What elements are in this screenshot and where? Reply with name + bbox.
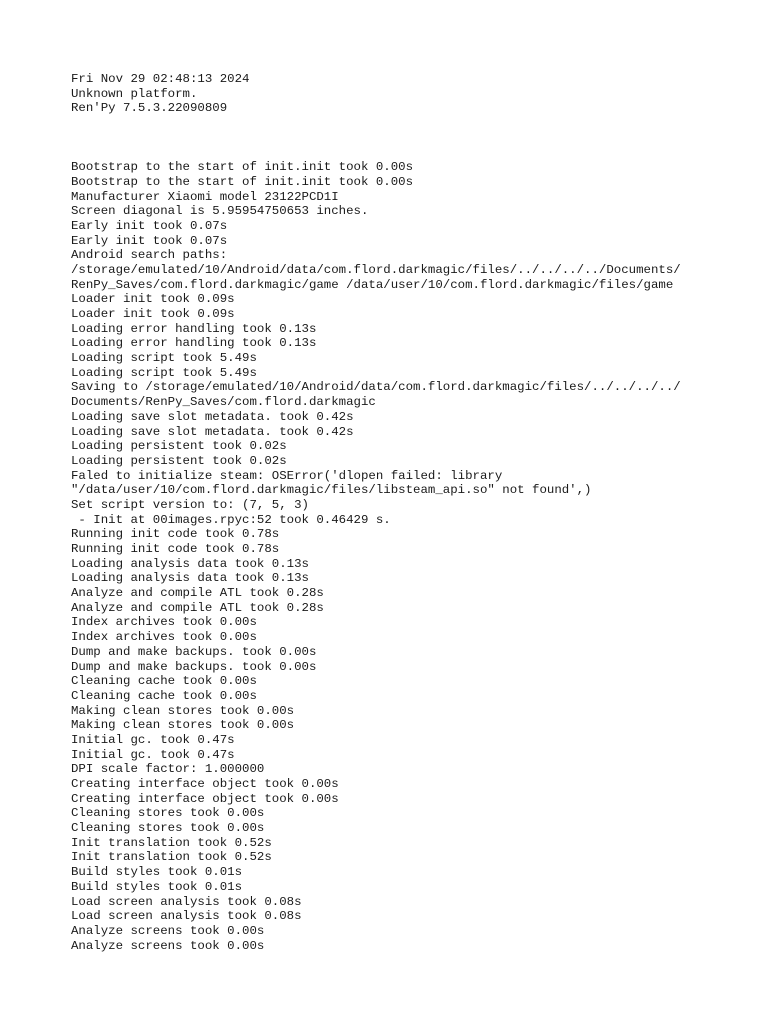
log-line: Load screen analysis took 0.08s (71, 909, 302, 924)
log-line: Creating interface object took 0.00s (71, 777, 339, 791)
log-line: Analyze screens took 0.00s (71, 923, 265, 938)
blank-line (71, 116, 751, 131)
log-line: Cleaning stores took 0.00s (71, 806, 265, 821)
log-line: Loading persistent took 0.02s (71, 453, 287, 468)
log-line: Loading save slot metadata. took 0.42s (71, 409, 354, 424)
log-line: Init translation took 0.52s (71, 850, 272, 865)
log-line: Index archives took 0.00s (71, 630, 257, 645)
log-line: Analyze screens took 0.00s (71, 938, 265, 953)
log-line: Analyze and compile ATL took 0.28s (71, 586, 324, 601)
log-line: Index archives took 0.00s (71, 615, 257, 630)
log-line: Running init code took 0.78s (71, 542, 280, 556)
log-line: Dump and make backups. took 0.00s (71, 644, 317, 659)
blank-line (71, 145, 751, 160)
log-line: - Init at 00images.rpyc:52 took 0.46429 s. (71, 512, 391, 527)
log-line: Set script version to: (7, 5, 3) (71, 497, 309, 512)
platform-line: Unknown platform. (71, 86, 198, 101)
log-line: Screen diagonal is 5.95954750653 inches. (71, 204, 369, 219)
log-line: DPI scale factor: 1.000000 (71, 762, 265, 777)
log-line: Analyze and compile ATL took 0.28s (71, 600, 324, 615)
log-line: Loading analysis data took 0.13s (71, 556, 309, 571)
timestamp-line: Fri Nov 29 02:48:13 2024 (71, 72, 250, 86)
log-line: Loader init took 0.09s (71, 307, 235, 321)
log-line: Dump and make backups. took 0.00s (71, 659, 317, 674)
log-line: Making clean stores took 0.00s (71, 703, 295, 718)
log-line: Cleaning cache took 0.00s (71, 688, 257, 703)
log-line: Build styles took 0.01s (71, 879, 243, 894)
log-line: Loading error handling took 0.13s (71, 336, 317, 351)
log-line: Build styles took 0.01s (71, 865, 243, 880)
log-line: Loading save slot metadata. took 0.42s (71, 424, 354, 439)
log-line: Loading error handling took 0.13s (71, 321, 317, 336)
log-body (71, 160, 751, 953)
log-line: Bootstrap to the start of init.init took 0.00s (71, 174, 414, 189)
log-line: Running init code took 0.78s (71, 527, 280, 542)
log-line: Manufacturer Xiaomi model 23122PCD1I (71, 189, 339, 204)
log-line: "/data/user/10/com.flord.darkmagic/files/libsteam_api.so" not found',) (71, 483, 592, 498)
log-line: Cleaning stores took 0.00s (71, 821, 265, 836)
log-line: Init translation took 0.52s (71, 835, 272, 850)
log-line: Android search paths: (71, 248, 228, 263)
log-document (71, 72, 751, 953)
log-line: Early init took 0.07s (71, 233, 228, 248)
log-line: Initial gc. took 0.47s (71, 732, 235, 747)
log-line: Loading script took 5.49s (71, 365, 257, 380)
blank-line (71, 131, 751, 146)
log-line: Early init took 0.07s (71, 218, 228, 233)
log-line: Cleaning cache took 0.00s (71, 674, 257, 689)
log-line: Faled to initialize steam: OSError('dlopen failed: library (71, 468, 503, 483)
log-line: Loader init took 0.09s (71, 292, 235, 307)
log-line: Making clean stores took 0.00s (71, 718, 295, 733)
log-line: Creating interface object took 0.00s (71, 791, 339, 806)
log-line: Loading analysis data took 0.13s (71, 571, 309, 586)
log-line: Bootstrap to the start of init.init took 0.00s (71, 160, 414, 175)
version-line: Ren'Py 7.5.3.22090809 (71, 101, 228, 116)
log-line: Documents/RenPy_Saves/com.flord.darkmagic (71, 395, 376, 410)
log-line: Saving to /storage/emulated/10/Android/data/com.flord.darkmagic/files/../../../../ (71, 380, 681, 395)
log-line: /storage/emulated/10/Android/data/com.flord.darkmagic/files/../../../../Documents/ (71, 262, 681, 277)
log-line: Loading script took 5.49s (71, 351, 257, 366)
log-line: Loading persistent took 0.02s (71, 439, 287, 454)
log-line: RenPy_Saves/com.flord.darkmagic/game /data/user/10/com.flord.darkmagic/files/game (71, 277, 674, 292)
log-line: Initial gc. took 0.47s (71, 747, 235, 762)
log-header (71, 72, 751, 116)
log-line: Load screen analysis took 0.08s (71, 894, 302, 909)
